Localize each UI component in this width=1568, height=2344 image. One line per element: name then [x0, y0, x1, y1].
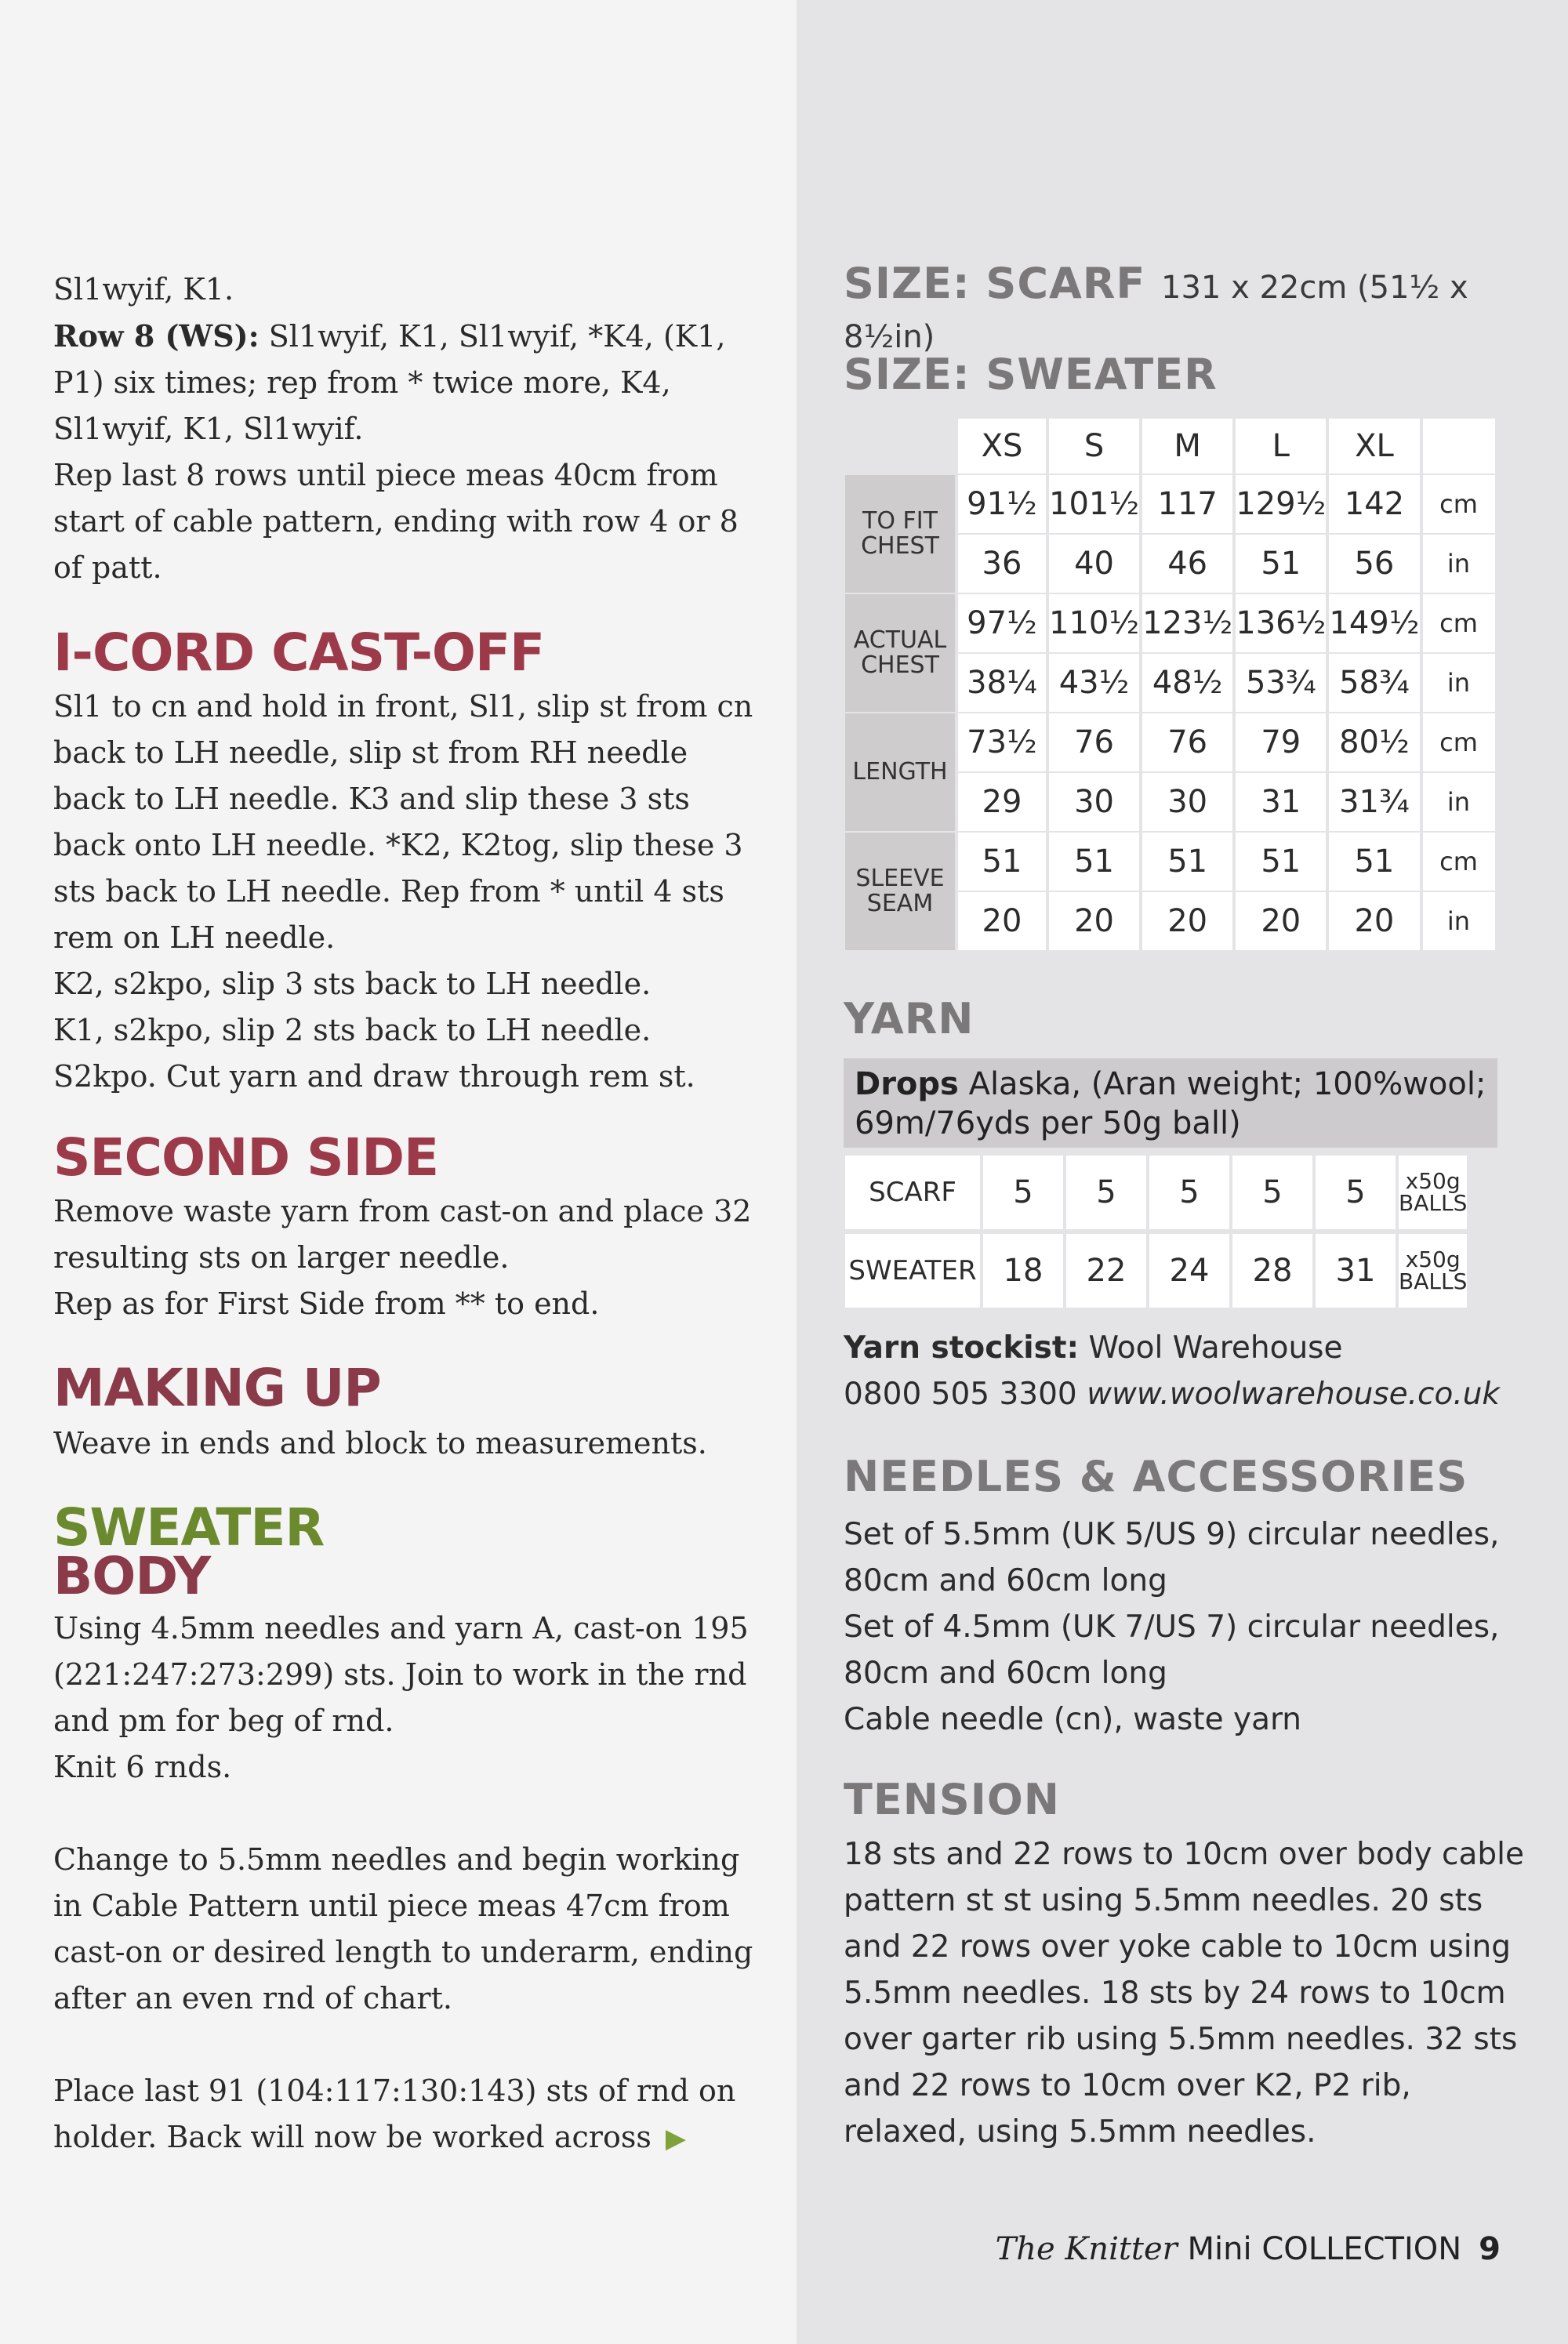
size-group-label: ACTUAL CHEST	[845, 594, 955, 712]
size-cell: 51	[1142, 833, 1232, 891]
size-cell: 123½	[1142, 594, 1232, 652]
yarn-cell: 5	[983, 1156, 1063, 1229]
size-unit: in	[1423, 535, 1495, 593]
icord-heading: I-CORD CAST-OFF	[53, 622, 545, 683]
yarn-cell: 28	[1232, 1234, 1312, 1308]
yarn-desc: Alaska, (Aran weight; 100%wool; 69m/76yds per 50g ball)	[855, 1066, 1486, 1141]
row8-label: Row 8 (WS):	[53, 318, 260, 354]
size-cell: 117	[1142, 475, 1232, 533]
size-cell: 142	[1329, 475, 1419, 533]
sweater-body-heading-line1: SWEATER	[53, 1497, 325, 1558]
size-unit: cm	[1423, 833, 1495, 891]
size-cell: 36	[958, 535, 1046, 593]
size-unit: cm	[1423, 713, 1495, 771]
yarn-brand: Drops	[855, 1066, 959, 1102]
yarn-cell: 5	[1149, 1156, 1229, 1229]
pattern-continuation	[53, 267, 759, 591]
size-cell: 31¾	[1329, 773, 1419, 831]
stockist-name: Wool Warehouse	[1079, 1330, 1343, 1366]
size-unit: cm	[1423, 594, 1495, 652]
sweater-body-section	[53, 1606, 759, 2162]
size-row	[845, 833, 1495, 891]
size-cell: 30	[1049, 773, 1139, 831]
yarn-cell: 5	[1232, 1156, 1312, 1229]
size-header-s: S	[1049, 419, 1139, 474]
size-unit: in	[1423, 892, 1495, 950]
second-side-section	[53, 1188, 759, 1327]
size-cell: 43½	[1049, 654, 1139, 712]
size-row	[845, 713, 1495, 771]
tension-heading: TENSION	[844, 1775, 1060, 1824]
stockist-phone: 0800 505 3300	[844, 1377, 1087, 1412]
sweater-body-para-2: Change to 5.5mm needles and begin working in Cable Pattern until piece meas 47cm from cast-on or desired length to underarm, ending after an even rnd of chart.	[53, 1842, 753, 2016]
size-scarf-label: SIZE: SCARF	[844, 259, 1146, 308]
size-cell: 20	[1329, 892, 1419, 950]
size-header-l: L	[1236, 419, 1326, 474]
sweater-body-heading-line2: BODY	[53, 1546, 211, 1606]
sweater-body-para-1b: Knit 6 rnds.	[53, 1750, 232, 1784]
yarn-cell: 5	[1066, 1156, 1146, 1229]
size-table	[842, 417, 1498, 952]
size-cell: 46	[1142, 535, 1232, 593]
icord-section	[53, 684, 759, 1100]
size-cell: 48½	[1142, 654, 1232, 712]
size-scarf-heading	[844, 259, 1534, 357]
size-header-corner	[845, 419, 955, 474]
size-cell: 76	[1049, 713, 1139, 771]
needles-heading: NEEDLES & ACCESSORIES	[844, 1452, 1468, 1501]
size-cell: 51	[1236, 535, 1326, 593]
second-side-para-2: Rep as for First Side from ** to end.	[53, 1286, 600, 1321]
size-unit: in	[1423, 773, 1495, 831]
size-cell: 51	[1049, 833, 1139, 891]
size-cell: 56	[1329, 535, 1419, 593]
size-group-label: LENGTH	[845, 713, 955, 831]
size-row	[845, 594, 1495, 652]
size-unit: in	[1423, 654, 1495, 712]
yarn-row-label: SWEATER	[845, 1234, 980, 1308]
yarn-row	[845, 1234, 1467, 1308]
size-unit: cm	[1423, 475, 1495, 533]
yarn-cell: 18	[983, 1234, 1063, 1308]
size-group-label: SLEEVE SEAM	[845, 833, 955, 950]
size-cell: 91½	[958, 475, 1046, 533]
size-cell: 29	[958, 773, 1046, 831]
size-cell: 80½	[1329, 713, 1419, 771]
size-scarf-value: 131 x 22cm (51½ x 8½in)	[844, 270, 1468, 355]
footer-series: Mini COLLECTION	[1177, 2231, 1462, 2267]
size-cell: 129½	[1236, 475, 1326, 533]
size-header-xs: XS	[958, 419, 1046, 474]
size-header-m: M	[1142, 419, 1232, 474]
size-cell: 20	[958, 892, 1046, 950]
size-cell: 40	[1049, 535, 1139, 593]
size-sweater-heading: SIZE: SWEATER	[844, 350, 1218, 399]
footer-brand: The Knitter	[995, 2231, 1178, 2267]
size-cell: 20	[1142, 892, 1232, 950]
yarn-table	[842, 1151, 1470, 1312]
stockist-label: Yarn stockist:	[844, 1330, 1080, 1366]
size-cell: 30	[1142, 773, 1232, 831]
size-cell: 51	[1236, 833, 1326, 891]
needles-line-1: Set of 5.5mm (UK 5/US 9) circular needles, 80cm and 60cm long	[844, 1517, 1500, 1598]
size-cell: 58¾	[1329, 654, 1419, 712]
sweater-body-para-1: Using 4.5mm needles and yarn A, cast-on 195 (221:247:273:299) sts. Join to work in the rnd and pm for beg of rnd.	[53, 1611, 749, 1738]
cont-line-2: Rep last 8 rows until piece meas 40cm from start of cable pattern, ending with row 4 or 8 of patt.	[53, 458, 739, 585]
size-cell: 76	[1142, 713, 1232, 771]
yarn-description	[844, 1058, 1497, 1148]
icord-para-1: Sl1 to cn and hold in front, Sl1, slip st from cn back to LH needle, slip st from RH needle back to LH needle. K3 and slip these 3 sts back onto LH needle. *K2, K2tog, slip these 3 sts back to LH needle. Rep from * until 4 sts rem on LH needle.	[53, 689, 753, 955]
needles-line-2: Set of 4.5mm (UK 7/US 7) circular needles, 80cm and 60cm long	[844, 1609, 1500, 1691]
second-side-para-1: Remove waste yarn from cast-on and place 32 resulting sts on larger needle.	[53, 1194, 752, 1275]
size-group-label: TO FIT CHEST	[845, 475, 955, 593]
sweater-body-para-3: Place last 91 (104:117:130:143) sts of rnd on holder. Back will now be worked across	[53, 2074, 736, 2154]
yarn-cell: 24	[1149, 1234, 1229, 1308]
size-header-unit	[1423, 419, 1495, 474]
needles-section	[844, 1511, 1534, 1743]
size-cell: 73½	[958, 713, 1046, 771]
yarn-stockist	[844, 1325, 1534, 1417]
needles-line-3: Cable needle (cn), waste yarn	[844, 1702, 1302, 1737]
size-cell: 79	[1236, 713, 1326, 771]
stockist-line-1	[844, 1325, 1534, 1371]
size-cell: 136½	[1236, 594, 1326, 652]
yarn-row-label: SCARF	[845, 1156, 980, 1229]
yarn-row	[845, 1156, 1467, 1229]
row8-text: Sl1wyif, K1, Sl1wyif, *K4, (K1, P1) six times; rep from * twice more, K4, Sl1wyif, K1, Sl1wyif.	[53, 319, 726, 446]
tension-section	[844, 1831, 1534, 2155]
tension-text: 18 sts and 22 rows to 10cm over body cable pattern st st using 5.5mm needles. 20 sts and 22 rows over yoke cable to 10cm using 5.5mm needles. 18 sts by 24 rows to 10cm over garter rib using 5.5mm needles. 32 sts and 22 rows to 10cm over K2, P2 rib, relaxed, using 5.5mm needles.	[844, 1837, 1524, 2150]
size-cell: 38¼	[958, 654, 1046, 712]
size-cell: 101½	[1049, 475, 1139, 533]
yarn-heading: YARN	[844, 994, 975, 1043]
making-up-section	[53, 1421, 759, 1467]
second-side-heading: SECOND SIDE	[53, 1127, 439, 1188]
size-cell: 149½	[1329, 594, 1419, 652]
icord-para-2: K2, s2kpo, slip 3 sts back to LH needle.	[53, 967, 652, 1001]
sweater-body-para-3-wrap	[53, 2068, 759, 2162]
size-cell: 53¾	[1236, 654, 1326, 712]
page-number: 9	[1479, 2231, 1501, 2267]
row8-instruction	[53, 313, 759, 452]
yarn-unit: x50g BALLS	[1399, 1234, 1467, 1308]
size-cell: 51	[1329, 833, 1419, 891]
yarn-cell: 31	[1316, 1234, 1396, 1308]
size-cell: 51	[958, 833, 1046, 891]
making-up-heading: MAKING UP	[53, 1358, 381, 1418]
making-up-text: Weave in ends and block to measurements.	[53, 1426, 707, 1460]
continue-arrow-icon: ▶	[665, 2123, 686, 2154]
size-cell: 31	[1236, 773, 1326, 831]
cont-line-1: Sl1wyif, K1.	[53, 272, 234, 307]
yarn-cell: 22	[1066, 1234, 1146, 1308]
page-footer	[996, 2231, 1501, 2267]
size-cell: 20	[1049, 892, 1139, 950]
size-cell: 20	[1236, 892, 1326, 950]
icord-para-3: K1, s2kpo, slip 2 sts back to LH needle. S2kpo. Cut yarn and draw through rem st.	[53, 1013, 695, 1094]
yarn-unit: x50g BALLS	[1399, 1156, 1467, 1229]
size-cell: 97½	[958, 594, 1046, 652]
stockist-line-2	[844, 1371, 1534, 1417]
yarn-cell: 5	[1316, 1156, 1396, 1229]
size-header-xl: XL	[1329, 419, 1419, 474]
size-row	[845, 475, 1495, 533]
stockist-url-link[interactable]: www.woolwarehouse.co.uk	[1087, 1377, 1501, 1412]
sweater-body-heading	[53, 1497, 759, 1606]
size-cell: 110½	[1049, 594, 1139, 652]
size-header-row	[845, 419, 1495, 474]
